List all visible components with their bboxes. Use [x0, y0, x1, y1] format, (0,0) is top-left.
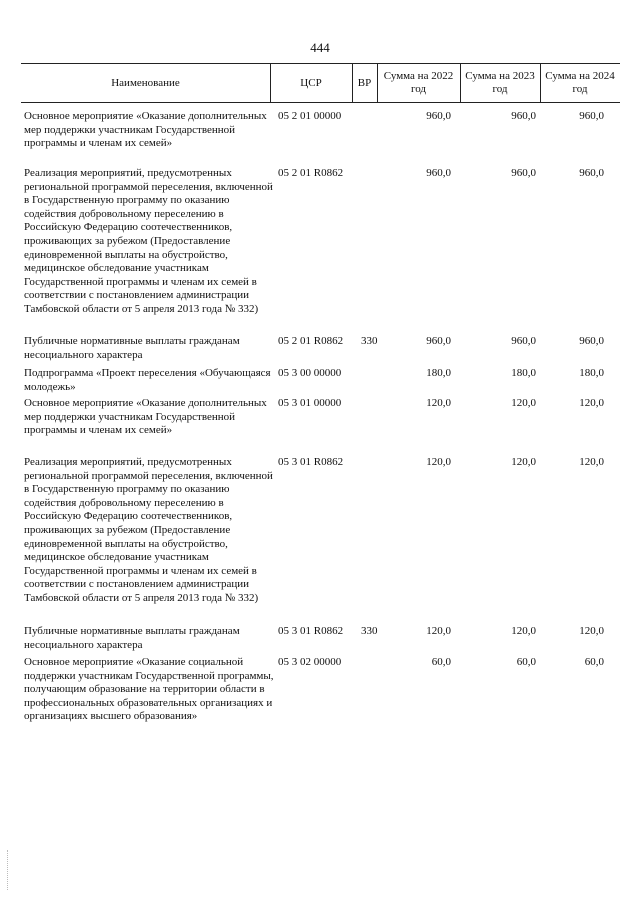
row-name: Публичные нормативные выплаты гражданам несоциального характера	[24, 335, 240, 361]
row-sum-2023: 120,0	[511, 625, 536, 637]
row-csr: 05 2 01 R0862	[278, 335, 344, 347]
row-sum-2024: 60,0	[584, 656, 604, 668]
row-sum-2022: 120,0	[426, 397, 451, 409]
row-sum-2023: 120,0	[511, 456, 536, 468]
scan-margin-mark	[7, 850, 9, 890]
row-vr: 330	[361, 335, 378, 347]
row-sum-2022: 960,0	[426, 335, 451, 347]
header-csr: ЦСР	[300, 76, 322, 89]
row-csr: 05 2 01 R0862	[278, 167, 344, 179]
row-csr: 05 3 00 00000	[278, 367, 342, 379]
row-sum-2023: 180,0	[511, 367, 536, 379]
row-csr: 05 3 01 00000	[278, 397, 342, 409]
row-sum-2023: 60,0	[516, 656, 536, 668]
table-header	[21, 63, 620, 103]
header-vr: ВР	[357, 76, 372, 89]
row-sum-2024: 180,0	[579, 367, 604, 379]
row-sum-2022: 180,0	[426, 367, 451, 379]
row-sum-2024: 960,0	[579, 167, 604, 179]
page-number: 444	[310, 40, 330, 55]
row-vr: 330	[361, 625, 378, 637]
row-csr: 05 3 01 R0862	[278, 625, 344, 637]
row-name: Реализация мероприятий, предусмотренных региональной программой переселения, включенной в Государственную программу по оказанию содействия добровольному переселению в Российскую Федерацию соотечественников, проживающих за рубежом (Предоставление единовременной выплаты на обустройство, медицинское обследование участникам Государственной программы и членам их семей в соответствии с постановлением администрации Тамбовской области от 5 апреля 2013 года № 332)	[24, 456, 273, 604]
header-sum-2023: Сумма на 2023 год	[465, 70, 535, 95]
row-name: Основное мероприятие «Оказание дополнительных мер поддержки участникам Государственной программы и членам их семей»	[24, 110, 267, 150]
row-name: Подпрограмма «Проект переселения «Обучающаяся молодежь»	[24, 367, 271, 393]
row-name: Основное мероприятие «Оказание социальной поддержки участникам Государственной программы, получающим образование на территории области в профессиональных образовательных организациях и организациях высшего образования»	[24, 656, 274, 723]
row-name: Основное мероприятие «Оказание дополнительных мер поддержки участникам Государственной программы и членам их семей»	[24, 397, 267, 437]
row-sum-2023: 960,0	[511, 110, 536, 122]
row-sum-2023: 960,0	[511, 335, 536, 347]
row-sum-2023: 120,0	[511, 397, 536, 409]
row-sum-2024: 120,0	[579, 456, 604, 468]
row-sum-2022: 60,0	[431, 656, 451, 668]
row-sum-2024: 120,0	[579, 397, 604, 409]
row-sum-2024: 120,0	[579, 625, 604, 637]
row-sum-2022: 120,0	[426, 625, 451, 637]
row-sum-2024: 960,0	[579, 335, 604, 347]
header-sum-2024: Сумма на 2024 год	[545, 70, 615, 95]
row-csr: 05 3 01 R0862	[278, 456, 344, 468]
row-csr: 05 3 02 00000	[278, 656, 342, 668]
header-sum-2022: Сумма на 2022 год	[383, 70, 454, 95]
row-sum-2024: 960,0	[579, 110, 604, 122]
row-sum-2023: 960,0	[511, 167, 536, 179]
row-sum-2022: 960,0	[426, 167, 451, 179]
header-name: Наименование	[111, 76, 180, 89]
row-name: Публичные нормативные выплаты гражданам несоциального характера	[24, 625, 240, 651]
row-sum-2022: 960,0	[426, 110, 451, 122]
row-name: Реализация мероприятий, предусмотренных региональной программой переселения, включенной в Государственную программу по оказанию содействия добровольному переселению в Российскую Федерацию соотечественников, проживающих за рубежом (Предоставление единовременной выплаты на обустройство, медицинское обследование участникам Государственной программы и членам их семей в соответствии с постановлением администрации Тамбовской области от 5 апреля 2013 года № 332)	[24, 167, 273, 315]
row-sum-2022: 120,0	[426, 456, 451, 468]
row-csr: 05 2 01 00000	[278, 110, 342, 122]
